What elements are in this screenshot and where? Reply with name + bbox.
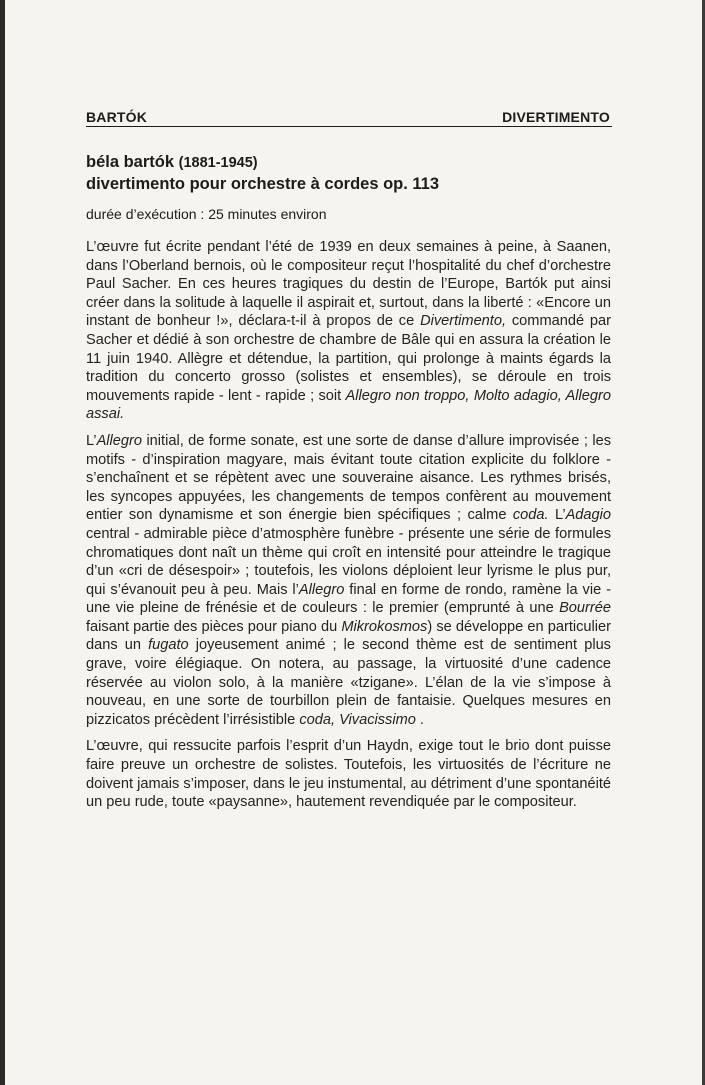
- duration-line: durée d’exécution : 25 minutes environ: [86, 206, 327, 222]
- p2-text-4: central - admirable pièce d’atmosphère funèbre - présente une série de formules chromatiques dont naît un thème qui croît en intensité pour atteindre le tragique d’un «cri de désespoir» ; toutefois, les violons déploient leur lyrisme le plus pur, qui s’évanouit peu à peu. Mais l’: [86, 525, 611, 598]
- p2-text-1: L’: [86, 432, 97, 449]
- p1-italic-1: Divertimento,: [420, 313, 507, 330]
- p2-italic-2: coda.: [512, 507, 549, 524]
- header-rule: [86, 126, 612, 127]
- composer-dates: (1881-1945): [178, 155, 258, 171]
- p2-text-8: joyeusement animé ; le second thème est de sentiment plus grave, voire élégiaque. On notera, au passage, la virtuosité d’une cadence réservée au violon solo, à la manière «tzigane». L’élan de la vie s’impose à nouveau, en une sorte de tourbillon plein de fantaisie. Quelques mesures en pizzicatos précèdent l’irrésistible: [86, 637, 611, 728]
- p2-italic-1: Allegro: [96, 432, 142, 449]
- p2-text-3: L’: [548, 507, 566, 524]
- composer-line: [86, 152, 616, 174]
- p1-text-1: L’œuvre fut écrite pendant l’été de 1939 en deux semaines à peine, à Saanen, dans l’Oberland bernois, où le compositeur reçut l’hospitalité du chef d’orchestre Paul Sacher. En ces heures tragiques du destin de l’Europe, Bartók put ainsi créer dans la solitude à laquelle il aspirait et, surtout, dans la liberté : «Encore un instant de bonheur !», déclara-t-il à propos de ce: [86, 239, 611, 330]
- running-header: [86, 109, 610, 125]
- p2-italic-6: Mikrokosmos: [341, 618, 428, 635]
- p2-italic-3: Adagio: [565, 507, 612, 524]
- p1-text-2: commandé par Sacher et dédié à son orchestre de chambre de Bâle qui en assura la création le 11 juin 1940. Allègre et détendue, la partition, qui prolonge à maints égards la tradition du concerto grosso (solistes et ensembles), se déroule en trois mouvements rapide - lent - rapide ; soit: [86, 313, 611, 404]
- p2-text-6: faisant partie des pièces pour piano du: [86, 618, 342, 635]
- composer-name: béla bartók: [86, 153, 175, 171]
- scan-left-edge: [0, 0, 5, 1085]
- p2-text-2: initial, de forme sonate, est une sorte de danse d’allure improvisée ; les motifs - d’inspiration magyare, mais évitant toute citation explicite du folklore - s’enchaînent et se répètent avec une souveraine aisance. Les rythmes brisés, les syncopes appuyées, les changements de tempos confèrent au mouvement entier son dynamisme et son énergie bien spécifiques ; calme: [86, 432, 611, 524]
- work-title: [86, 152, 616, 195]
- p2-italic-4: Allegro: [298, 581, 345, 598]
- paragraph-2: [86, 432, 611, 730]
- header-composer: BARTÓK: [86, 109, 148, 125]
- p2-text-5: final en forme de rondo, ramène la vie - une vie pleine de frénésie et de couleurs : le premier (emprunté à une: [86, 581, 611, 617]
- p2-text-7: ) se développe en particulier dans un: [86, 618, 612, 654]
- paragraph-3: L’œuvre, qui ressucite parfois l’esprit d’un Haydn, exige tout le brio dont puisse faire preuve un orchestre de solistes. Toutefois, les virtuosités de l’écriture ne doivent jamais s’imposer, dans le jeu instumental, au détriment d’une spontanéité un peu rude, toute «paysanne», hautement revendiquée par le compositeur.: [86, 738, 611, 811]
- p2-italic-5: Bourrée: [559, 600, 611, 617]
- work-name: divertimento pour orchestre à cordes op. 113: [86, 175, 440, 193]
- p2-text-9: .: [415, 711, 424, 728]
- paragraph-1: [86, 238, 611, 424]
- p2-italic-8: coda, Vivacissimo: [299, 711, 416, 728]
- program-notes: [86, 238, 611, 820]
- p2-italic-7: fugato: [148, 637, 189, 654]
- p1-italic-2: Allegro non troppo, Molto adagio, Allegro assai.: [86, 387, 611, 423]
- header-work: DIVERTIMENTO: [502, 109, 610, 125]
